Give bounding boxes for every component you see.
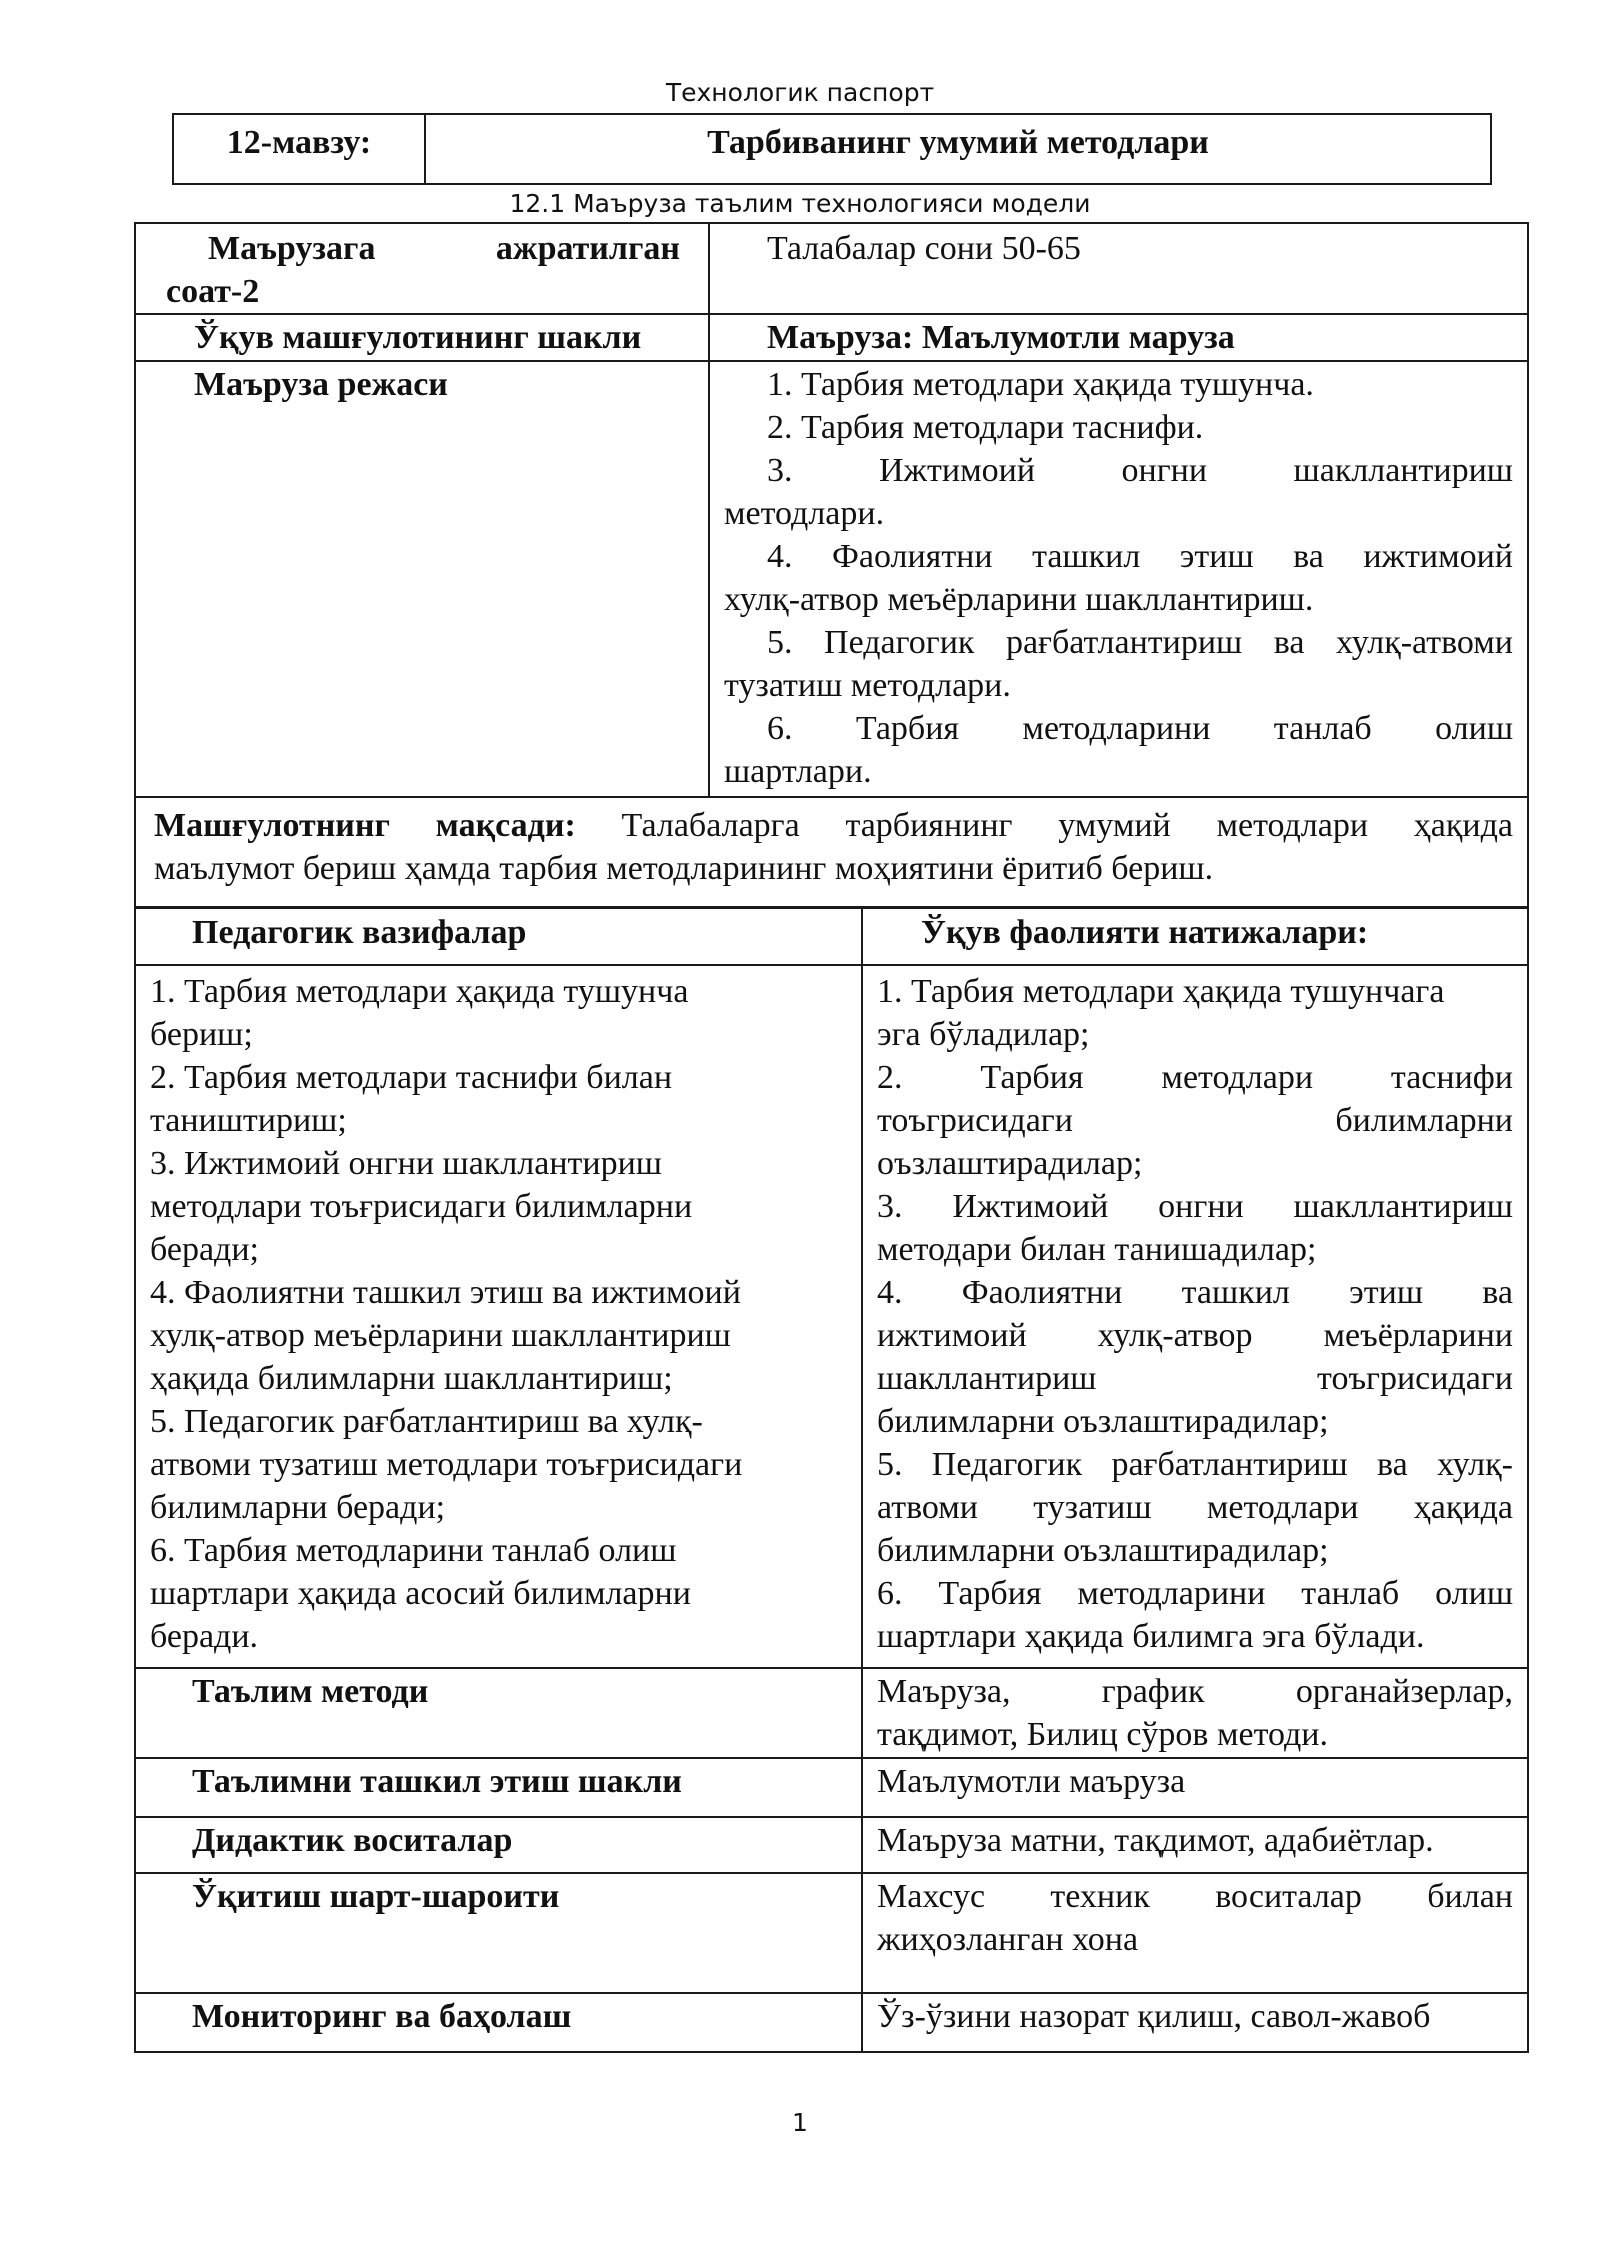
- task-line: 6. Тарбия методларини танлаб олиш: [150, 1532, 677, 1569]
- task-line: методлари тоъғрисидаги билимларни: [150, 1188, 693, 1225]
- organization-form-value: Маълумотли маъруза: [862, 1758, 1528, 1817]
- conditions-value: [862, 1873, 1528, 1993]
- plan-item-5: 5. Педагогик рағбатлантириш ва хулқ-атвоми: [767, 624, 1513, 661]
- task-line: 5. Педагогик рағбатлантириш ва хулқ-: [150, 1403, 703, 1440]
- task-line: бериш;: [150, 1016, 253, 1053]
- outcome-line: эга бўладилар;: [877, 1016, 1090, 1053]
- teaching-method-line: Маъруза, график органайзерлар,: [877, 1673, 1513, 1710]
- goal-line-1: Талабаларга тарбиянинг умумий методлари ҳақида: [575, 807, 1513, 844]
- document-type: Технологик паспорт: [665, 78, 935, 107]
- task-line: шартлари ҳақида асосий билимларни: [150, 1575, 691, 1612]
- teaching-method-line: тақдимот, Билиц сўров методи.: [877, 1716, 1328, 1753]
- outcome-line: 4. Фаолиятни ташкил этиш ва: [877, 1274, 1513, 1311]
- task-line: ҳақида билимларни шакллантириш;: [150, 1360, 673, 1397]
- conditions-line: жиҳозланган хона: [877, 1921, 1139, 1958]
- outcome-line: методари билан танишадилар;: [877, 1231, 1317, 1268]
- outcome-line: 1. Тарбия методлари ҳақида тушунчага: [877, 973, 1445, 1010]
- goal-cell: [135, 797, 1528, 908]
- conditions-label: Ўқитиш шарт-шароити: [135, 1873, 862, 1993]
- plan-label: Маъруза режаси: [135, 361, 709, 797]
- didactic-tools-value: Маъруза матни, тақдимот, адабиётлар.: [862, 1817, 1528, 1873]
- outcome-line: 3. Ижтимоий онгни шакллантириш: [877, 1188, 1513, 1225]
- hours-label-b: ажратилган: [495, 230, 680, 267]
- outcome-line: ижтимоий хулқ-атвор меъёрларини: [877, 1317, 1513, 1354]
- pedagogical-tasks: [135, 965, 862, 1668]
- plan-item-4-cont: хулқ-атвор меъёрларини шакллантириш.: [724, 581, 1314, 618]
- plan-item-3: 3. Ижтимоий онгни шакллантириш: [767, 452, 1513, 489]
- learning-outcomes: [862, 965, 1528, 1668]
- task-line: 1. Тарбия методлари ҳақида тушунча: [150, 973, 689, 1010]
- plan-item-6-cont: шартлари.: [724, 753, 872, 790]
- tasks-header-right: Ўқув фаолияти натижалари:: [862, 907, 1528, 965]
- tasks-table: [134, 906, 1529, 2053]
- hours-cell: [135, 223, 709, 314]
- didactic-tools-label: Дидактик воситалар: [135, 1817, 862, 1873]
- outcome-line: тоъгрисидаги билимларни: [877, 1102, 1513, 1139]
- outcome-line: 2. Тарбия методлари таснифи: [877, 1059, 1513, 1096]
- goal-label: Машғулотнинг мақсади:: [154, 807, 576, 844]
- topic-table: [172, 113, 1492, 185]
- outcome-line: 5. Педагогик рағбатлантириш ва хулқ-: [877, 1446, 1513, 1483]
- organization-form-label: Таълимни ташкил этиш шакли: [135, 1758, 862, 1817]
- form-label: Ўқув машғулотининг шакли: [135, 314, 709, 361]
- task-line: 3. Ижтимоий онгни шакллантириш: [150, 1145, 662, 1182]
- outcome-line: билимларни оъзлаштирадилар;: [877, 1532, 1329, 1569]
- task-line: хулқ-атвор меъёрларини шакллантириш: [150, 1317, 731, 1354]
- students-count: Талабалар сони 50-65: [709, 223, 1528, 314]
- task-line: 2. Тарбия методлари таснифи билан: [150, 1059, 673, 1096]
- outcome-line: оъзлаштирадилар;: [877, 1145, 1143, 1182]
- plan-item-5-cont: тузатиш методлари.: [724, 667, 1011, 704]
- task-line: билимларни беради;: [150, 1489, 446, 1526]
- outcome-line: билимларни оъзлаштирадилар;: [877, 1403, 1329, 1440]
- plan-item-2: 2. Тарбия методлари таснифи.: [767, 409, 1204, 446]
- outcome-line: шартлари ҳақида билимга эга бўлади.: [877, 1618, 1425, 1655]
- task-line: атвоми тузатиш методлари тоъғрисидаги: [150, 1446, 743, 1483]
- form-value: Маъруза: Маълумотли маруза: [709, 314, 1528, 361]
- topic-title: Тарбиванинг умумий методлари: [425, 114, 1491, 184]
- plan-list: [709, 361, 1528, 797]
- hours-label-c: соат-2: [166, 273, 260, 310]
- plan-item-4: 4. Фаолиятни ташкил этиш ва ижтимоий: [767, 538, 1513, 575]
- task-line: 4. Фаолиятни ташкил этиш ва ижтимоий: [150, 1274, 741, 1311]
- plan-item-6: 6. Тарбия методларини танлаб олиш: [767, 710, 1513, 747]
- tasks-header-left: Педагогик вазифалар: [135, 907, 862, 965]
- model-caption: 12.1 Маъруза таълим технологияси модели: [509, 189, 1091, 218]
- task-line: беради;: [150, 1231, 259, 1268]
- info-table: [134, 222, 1529, 909]
- page-number: 1: [792, 2108, 808, 2137]
- outcome-line: 6. Тарбия методларини танлаб олиш: [877, 1575, 1513, 1612]
- teaching-method-label: Таълим методи: [135, 1668, 862, 1758]
- outcome-line: шакллантириш тоъгрисидаги: [877, 1360, 1513, 1397]
- conditions-line: Махсус техник воситалар билан: [877, 1878, 1513, 1915]
- monitoring-value: Ўз-ўзини назорат қилиш, савол-жавоб: [862, 1993, 1528, 2052]
- plan-item-3-cont: методлари.: [724, 495, 885, 532]
- task-line: таништириш;: [150, 1102, 347, 1139]
- monitoring-label: Мониторинг ва баҳолаш: [135, 1993, 862, 2052]
- hours-label-a: Маърузага: [208, 230, 376, 267]
- task-line: беради.: [150, 1618, 259, 1655]
- outcome-line: атвоми тузатиш методлари ҳақида: [877, 1489, 1513, 1526]
- teaching-method-value: [862, 1668, 1528, 1758]
- goal-line-2: маълумот бериш ҳамда тарбия методларининг моҳиятини ёритиб бериш.: [154, 850, 1214, 887]
- plan-item-1: 1. Тарбия методлари ҳақида тушунча.: [767, 366, 1314, 403]
- topic-number: 12-мавзу:: [173, 114, 425, 184]
